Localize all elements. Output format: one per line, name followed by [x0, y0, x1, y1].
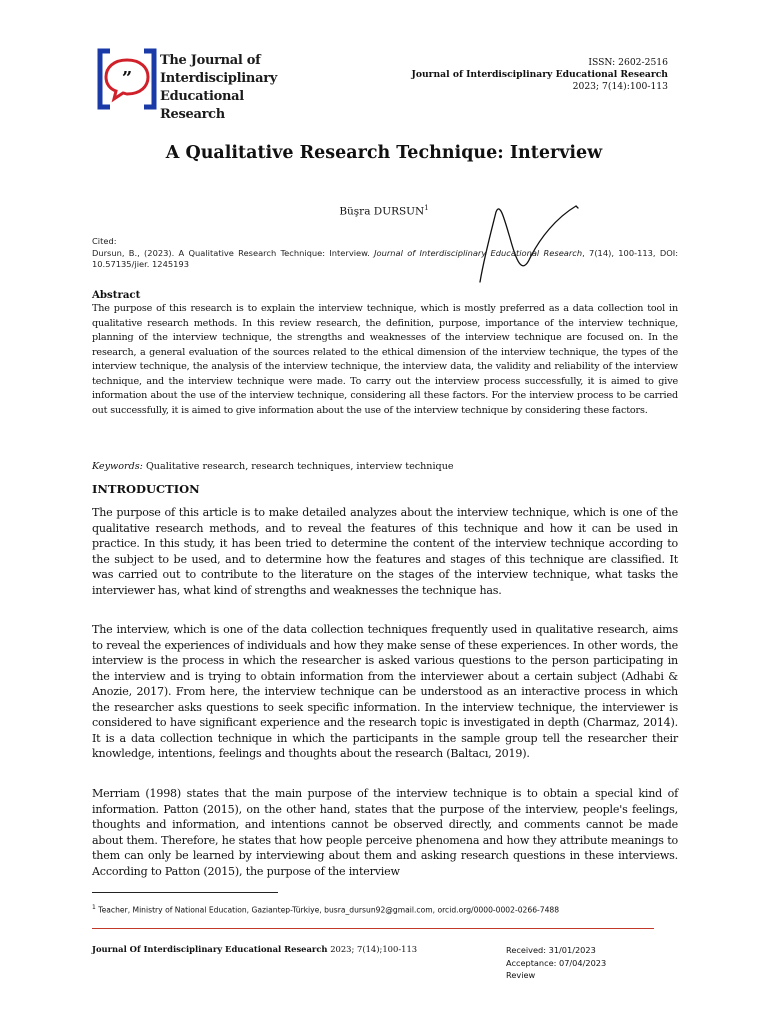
keywords-list: Qualitative research, research techniques, interview technique	[142, 461, 454, 472]
quote-bracket-logo-icon	[96, 48, 158, 110]
citation-block	[92, 236, 678, 271]
body-paragraph: The purpose of this article is to make detailed analyzes about the interview technique, which is one of the qualitative research methods, and to reveal the features of this technique and how it can be used in practice. In this study, it has been tried to determine the content of the interview technique according to the subject to be used, and to determine how the features and stages of this technique are classified. It was carried out to contribute to the literature on the stages of the interview technique, what tasks the interviewer has, what kind of strengths and weaknesses the technique has.	[92, 506, 678, 597]
logo-line-1: The Journal of	[160, 53, 261, 68]
cited-journal: Journal of Interdisciplinary Educational Research	[374, 247, 583, 258]
footnote-marker: 1	[92, 904, 96, 911]
logo-text	[160, 52, 296, 124]
footer-journal-name: Journal Of Interdisciplinary Educational Research	[92, 944, 328, 954]
footer-divider	[92, 928, 654, 929]
journal-logo	[96, 48, 296, 122]
body-paragraph: Merriam (1998) states that the main purpose of the interview technique is to obtain a special kind of information. Patton (2015), on the other hand, states that the purpose of the interview, people's feelings, thoughts and information, and intentions cannot be observed directly, and comments cannot be made about them. Therefore, he states that how people perceive phenomena and how they attribute meanings to them can only be learned by interviewing about them and asking research questions in these interviews. According to Patton (2015), the purpose of the interview	[92, 787, 678, 878]
author-footnote-marker: 1	[424, 204, 429, 212]
footnote-divider	[92, 892, 278, 893]
footer-journal	[92, 944, 417, 954]
keywords-label: Keywords:	[92, 461, 143, 472]
footnote	[92, 904, 692, 915]
cited-text	[92, 248, 678, 271]
volume-info: 2023; 7(14):100-113	[572, 81, 668, 92]
issn-number: ISSN: 2602-2516	[588, 57, 668, 68]
keywords	[92, 460, 678, 473]
body-paragraph: The interview, which is one of the data collection techniques frequently used in qualitative research, aims to reveal the experiences of individuals and how they make sense of these experiences. In other words, the interview is the process in which the researcher is asked various questions to the person participating in the interview and is trying to obtain information from the interviewer about a certain subject (Adhabi & Anozie, 2017). From here, the interview technique can be understood as an interactive process in which the researcher asks questions to seek specific information. In the interview technique, the interviewer is considered to have significant experience and the research topic is investigated in depth (Charmaz, 2014). It is a data collection technique in which the participants in the sample group tell the researcher their knowledge, intentions, feelings and thoughts about the research (Baltacı, 2019).	[92, 623, 678, 760]
abstract-text: The purpose of this research is to explain the interview technique, which is mostly preferred as a data collection tool in qualitative research methods. In this review research, the definition, purpose, importance of the interview technique, planning of the interview technique, the strengths and weaknesses of the interview technique are focused on. In the research, a general evaluation of the sources related to the ethical dimension of the interview technique, the types of the interview technique, the analysis of the interview technique, the interview data, the validity and reliability of the interview technique, and the interview technique were made. To carry out the interview process successfully, it is aimed to give information about the use of the interview technique, considering all these factors. For the interview process to be carried out successfully, it is aimed to give information about the use of the interview technique by considering these factors.	[92, 303, 678, 416]
author-line	[0, 204, 768, 218]
journal-info	[412, 57, 669, 93]
cited-doi: , 7(14), 100-113, DOI: 10.57135/jier. 1245193	[92, 247, 678, 269]
article-type: Review	[506, 970, 536, 980]
logo-line-2: Interdisciplinary	[160, 71, 278, 86]
author-name: Büşra DURSUN	[339, 205, 425, 218]
received-date: Received: 31/01/2023	[506, 945, 596, 955]
footer-volume: 2023; 7(14);100-113	[327, 944, 418, 954]
article-title: A Qualitative Research Technique: Interview	[165, 143, 603, 163]
svg-text:”: ”	[121, 68, 133, 89]
cited-authors: Dursun, B., (2023). A Qualitative Research Technique: Interview.	[92, 247, 375, 258]
abstract-heading: Abstract	[92, 289, 141, 301]
footer-dates	[506, 944, 606, 982]
cited-label: Cited:	[92, 236, 117, 246]
journal-name: Journal of Interdisciplinary Educational Research	[411, 69, 668, 80]
footnote-text: Teacher, Ministry of National Education, Gaziantep-Türkiye, busra_dursun92@gmail.com, orcid.org/0000-0002-0266-7488	[95, 905, 560, 915]
logo-line-3: Educational Research	[160, 89, 244, 122]
introduction-heading: INTRODUCTION	[92, 482, 200, 496]
acceptance-date: Acceptance: 07/04/2023	[506, 957, 607, 968]
